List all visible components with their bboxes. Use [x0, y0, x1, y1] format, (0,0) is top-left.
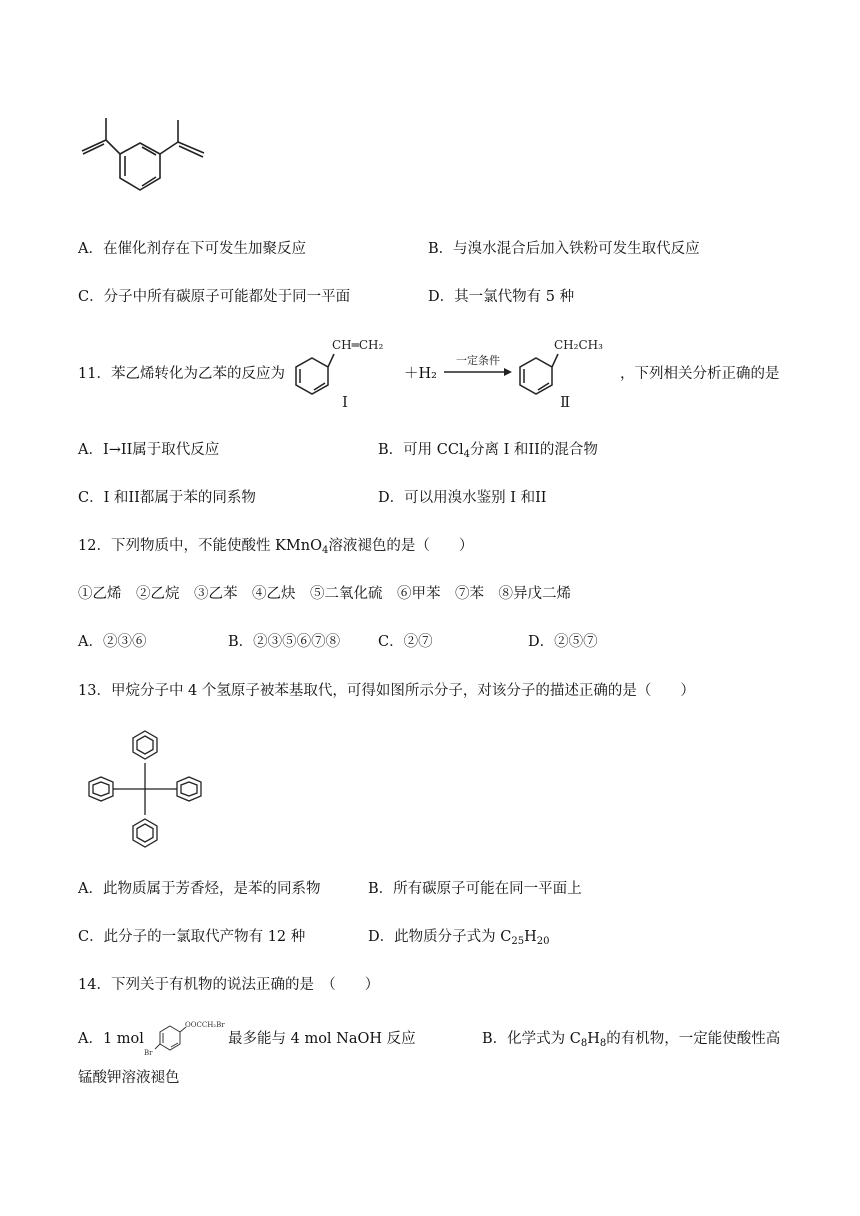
q14-option-b-continued: 锰酸钾溶液褪色: [78, 1070, 180, 1086]
q11-stem-prefix: 11．苯乙烯转化为乙苯的反应为: [78, 366, 285, 382]
bromophenyl-bromoacetate-structure: [142, 1016, 228, 1060]
q12-option-d: D．②⑤⑦: [528, 634, 598, 650]
q11-stem-suffix: ，下列相关分析正确的是: [620, 366, 780, 382]
q11-option-d: D．可以用溴水鉴别 I 和II: [378, 490, 547, 506]
tetraphenylmethane-structure: [82, 726, 208, 852]
bromo-group: Br: [144, 1049, 153, 1057]
q11-option-b: B．可用 CCl$_4$分离 I 和II的混合物: [378, 442, 598, 460]
q13-option-b: B．所有碳原子可能在同一平面上: [368, 881, 582, 897]
q10-option-d: D．其一氯代物有 5 种: [428, 289, 575, 305]
styrene-vinyl-group: CH═CH₂: [332, 338, 384, 352]
q12-items: ①乙烯 ②乙烷 ③乙苯 ④乙炔 ⑤二氧化硫 ⑥甲苯 ⑦苯 ⑧异戊二烯: [78, 586, 571, 602]
q10-option-c: C．分子中所有碳原子可能都处于同一平面: [78, 289, 351, 305]
q11-option-a: A．I→II属于取代反应: [78, 442, 220, 458]
q12-option-c: C．②⑦: [378, 634, 433, 650]
product-label: Ⅱ: [560, 393, 571, 410]
q14-option-a-prefix: A．1 mol: [78, 1031, 144, 1047]
q13-stem: 13．甲烷分子中 4 个氢原子被苯基取代，可得如图所示分子，对该分子的描述正确的是（ ）: [78, 683, 695, 699]
q10-option-a: A．在催化剂存在下可发生加聚反应: [78, 241, 306, 257]
q12-stem: 12．下列物质中，不能使酸性 KMnO$_4$溶液褪色的是（ ）: [78, 538, 474, 556]
q14-option-a-suffix: 最多能与 4 mol NaOH 反应: [228, 1031, 416, 1047]
q13-option-d: D．此物质分子式为 $C_{25}H_{20}$: [368, 929, 550, 947]
reaction-condition: 一定条件: [456, 354, 500, 367]
ethylbenzene-structure: [514, 332, 624, 410]
reaction-arrow: [442, 352, 514, 382]
q12-option-a: A．②③⑥: [78, 634, 147, 650]
q12-option-b: B．②③⑤⑥⑦⑧: [228, 634, 341, 650]
q13-option-c: C．此分子的一氯取代产物有 12 种: [78, 929, 306, 945]
q13-option-a: A．此物质属于芳香烃，是苯的同系物: [78, 881, 321, 897]
ethyl-group: CH₂CH₃: [554, 338, 603, 352]
q14-option-b: B．化学式为 $C_8H_8$的有机物，一定能使酸性高: [482, 1031, 781, 1049]
q11-option-c: C．I 和II都属于苯的同系物: [78, 490, 256, 506]
styrene-structure: [290, 332, 420, 410]
ester-group: OOCCH₂Br: [185, 1021, 225, 1029]
diisopropenylbenzene-structure: [70, 110, 220, 200]
reactant-label: Ⅰ: [342, 393, 348, 410]
q10-option-b: B．与溴水混合后加入铁粉可发生取代反应: [428, 241, 700, 257]
plus-h2: ＋H₂: [404, 366, 437, 382]
q14-stem: 14．下列关于有机物的说法正确的是 （ ）: [78, 977, 380, 993]
